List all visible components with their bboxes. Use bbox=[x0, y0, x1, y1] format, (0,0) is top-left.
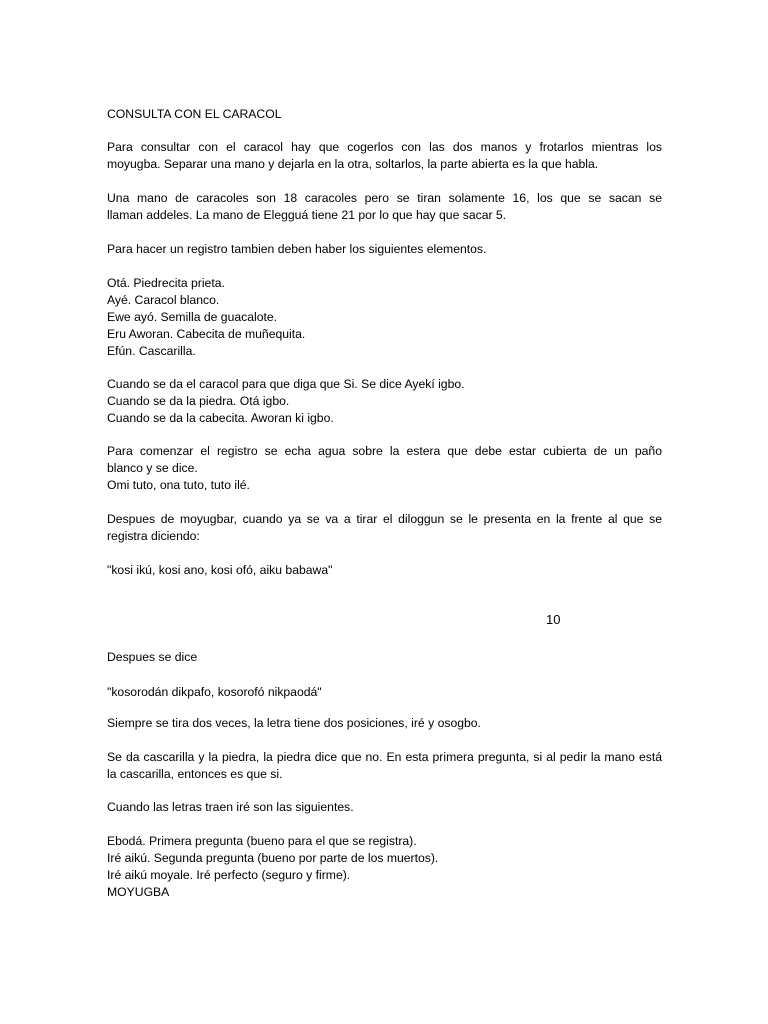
paragraph-consultar bbox=[107, 139, 662, 173]
paragraph-line: Omi tuto, ona tuto, tuto ilé. bbox=[107, 478, 250, 492]
list-item: Otá. Piedrecita prieta. bbox=[107, 276, 225, 290]
paragraph-line: Se da cascarilla y la piedra, la piedra dice que no. En esta primera pregunta, si al pedir la mano está bbox=[107, 750, 662, 764]
paragraph-line: llaman addeles. La mano de Elegguá tiene 21 por lo que hay que sacar 5. bbox=[107, 208, 507, 222]
ire-list bbox=[107, 833, 662, 901]
quote-kosorodan: "kosorodán dikpafo, kosorofó nikpaodá" bbox=[107, 685, 322, 699]
list-item: MOYUGBA bbox=[107, 885, 170, 899]
list-item: Iré aikú. Segunda pregunta (bueno por parte de los muertos). bbox=[107, 851, 439, 865]
list-item: Ebodá. Primera pregunta (bueno para el que se registra). bbox=[107, 834, 417, 848]
paragraph-line: blanco y se dice. bbox=[107, 461, 198, 475]
page-number: 10 bbox=[546, 612, 561, 627]
list-item: Cuando se da el caracol para que diga que Si. Se dice Ayekí igbo. bbox=[107, 377, 465, 391]
document-title: CONSULTA CON EL CARACOL bbox=[107, 107, 282, 121]
paragraph-line: Despues de moyugbar, cuando ya se va a tirar el diloggun se le presenta en la frente al que se bbox=[107, 512, 662, 526]
list-item: Ewe ayó. Semilla de guacalote. bbox=[107, 310, 278, 324]
list-item: Cuando se da la piedra. Otá igbo. bbox=[107, 394, 290, 408]
list-item: Ayé. Caracol blanco. bbox=[107, 293, 220, 307]
paragraph-registro-elementos: Para hacer un registro tambien deben haber los siguientes elementos. bbox=[107, 242, 487, 256]
list-item: Efún. Cascarilla. bbox=[107, 344, 196, 358]
list-item: Iré aikú moyale. Iré perfecto (seguro y firme). bbox=[107, 868, 351, 882]
paragraph-line: la cascarilla, entonces es que si. bbox=[107, 767, 283, 781]
paragraph-mano-caracoles bbox=[107, 190, 662, 224]
list-item: Eru Aworan. Cabecita de muñequita. bbox=[107, 327, 306, 341]
paragraph-comenzar bbox=[107, 443, 662, 494]
elements-list bbox=[107, 275, 662, 360]
list-item: Cuando se da la cabecita. Aworan ki igbo. bbox=[107, 411, 334, 425]
paragraph-line: registra diciendo: bbox=[107, 529, 200, 543]
paragraph-line: Para comenzar el registro se echa agua sobre la estera que debe estar cubierta de un paño bbox=[107, 444, 662, 458]
paragraph-line: moyugba. Separar una mano y dejarla en la otra, soltarlos, la parte abierta es la que habla. bbox=[107, 157, 599, 171]
quote-kosi-iku: "kosi ikú, kosi ano, kosi ofó, aiku babawa" bbox=[107, 563, 333, 577]
paragraph-despues-se-dice: Despues se dice bbox=[107, 650, 198, 664]
paragraph-letras-ire: Cuando las letras traen iré son las siguientes. bbox=[107, 800, 354, 814]
paragraph-despues-moyugbar bbox=[107, 511, 662, 545]
cuando-list bbox=[107, 376, 662, 427]
paragraph-siempre: Siempre se tira dos veces, la letra tiene dos posiciones, iré y osogbo. bbox=[107, 716, 481, 730]
paragraph-line: Una mano de caracoles son 18 caracoles pero se tiran solamente 16, los que se sacan se bbox=[107, 191, 662, 205]
paragraph-cascarilla bbox=[107, 749, 662, 783]
paragraph-line: Para consultar con el caracol hay que cogerlos con las dos manos y frotarlos mientras los bbox=[107, 140, 662, 154]
